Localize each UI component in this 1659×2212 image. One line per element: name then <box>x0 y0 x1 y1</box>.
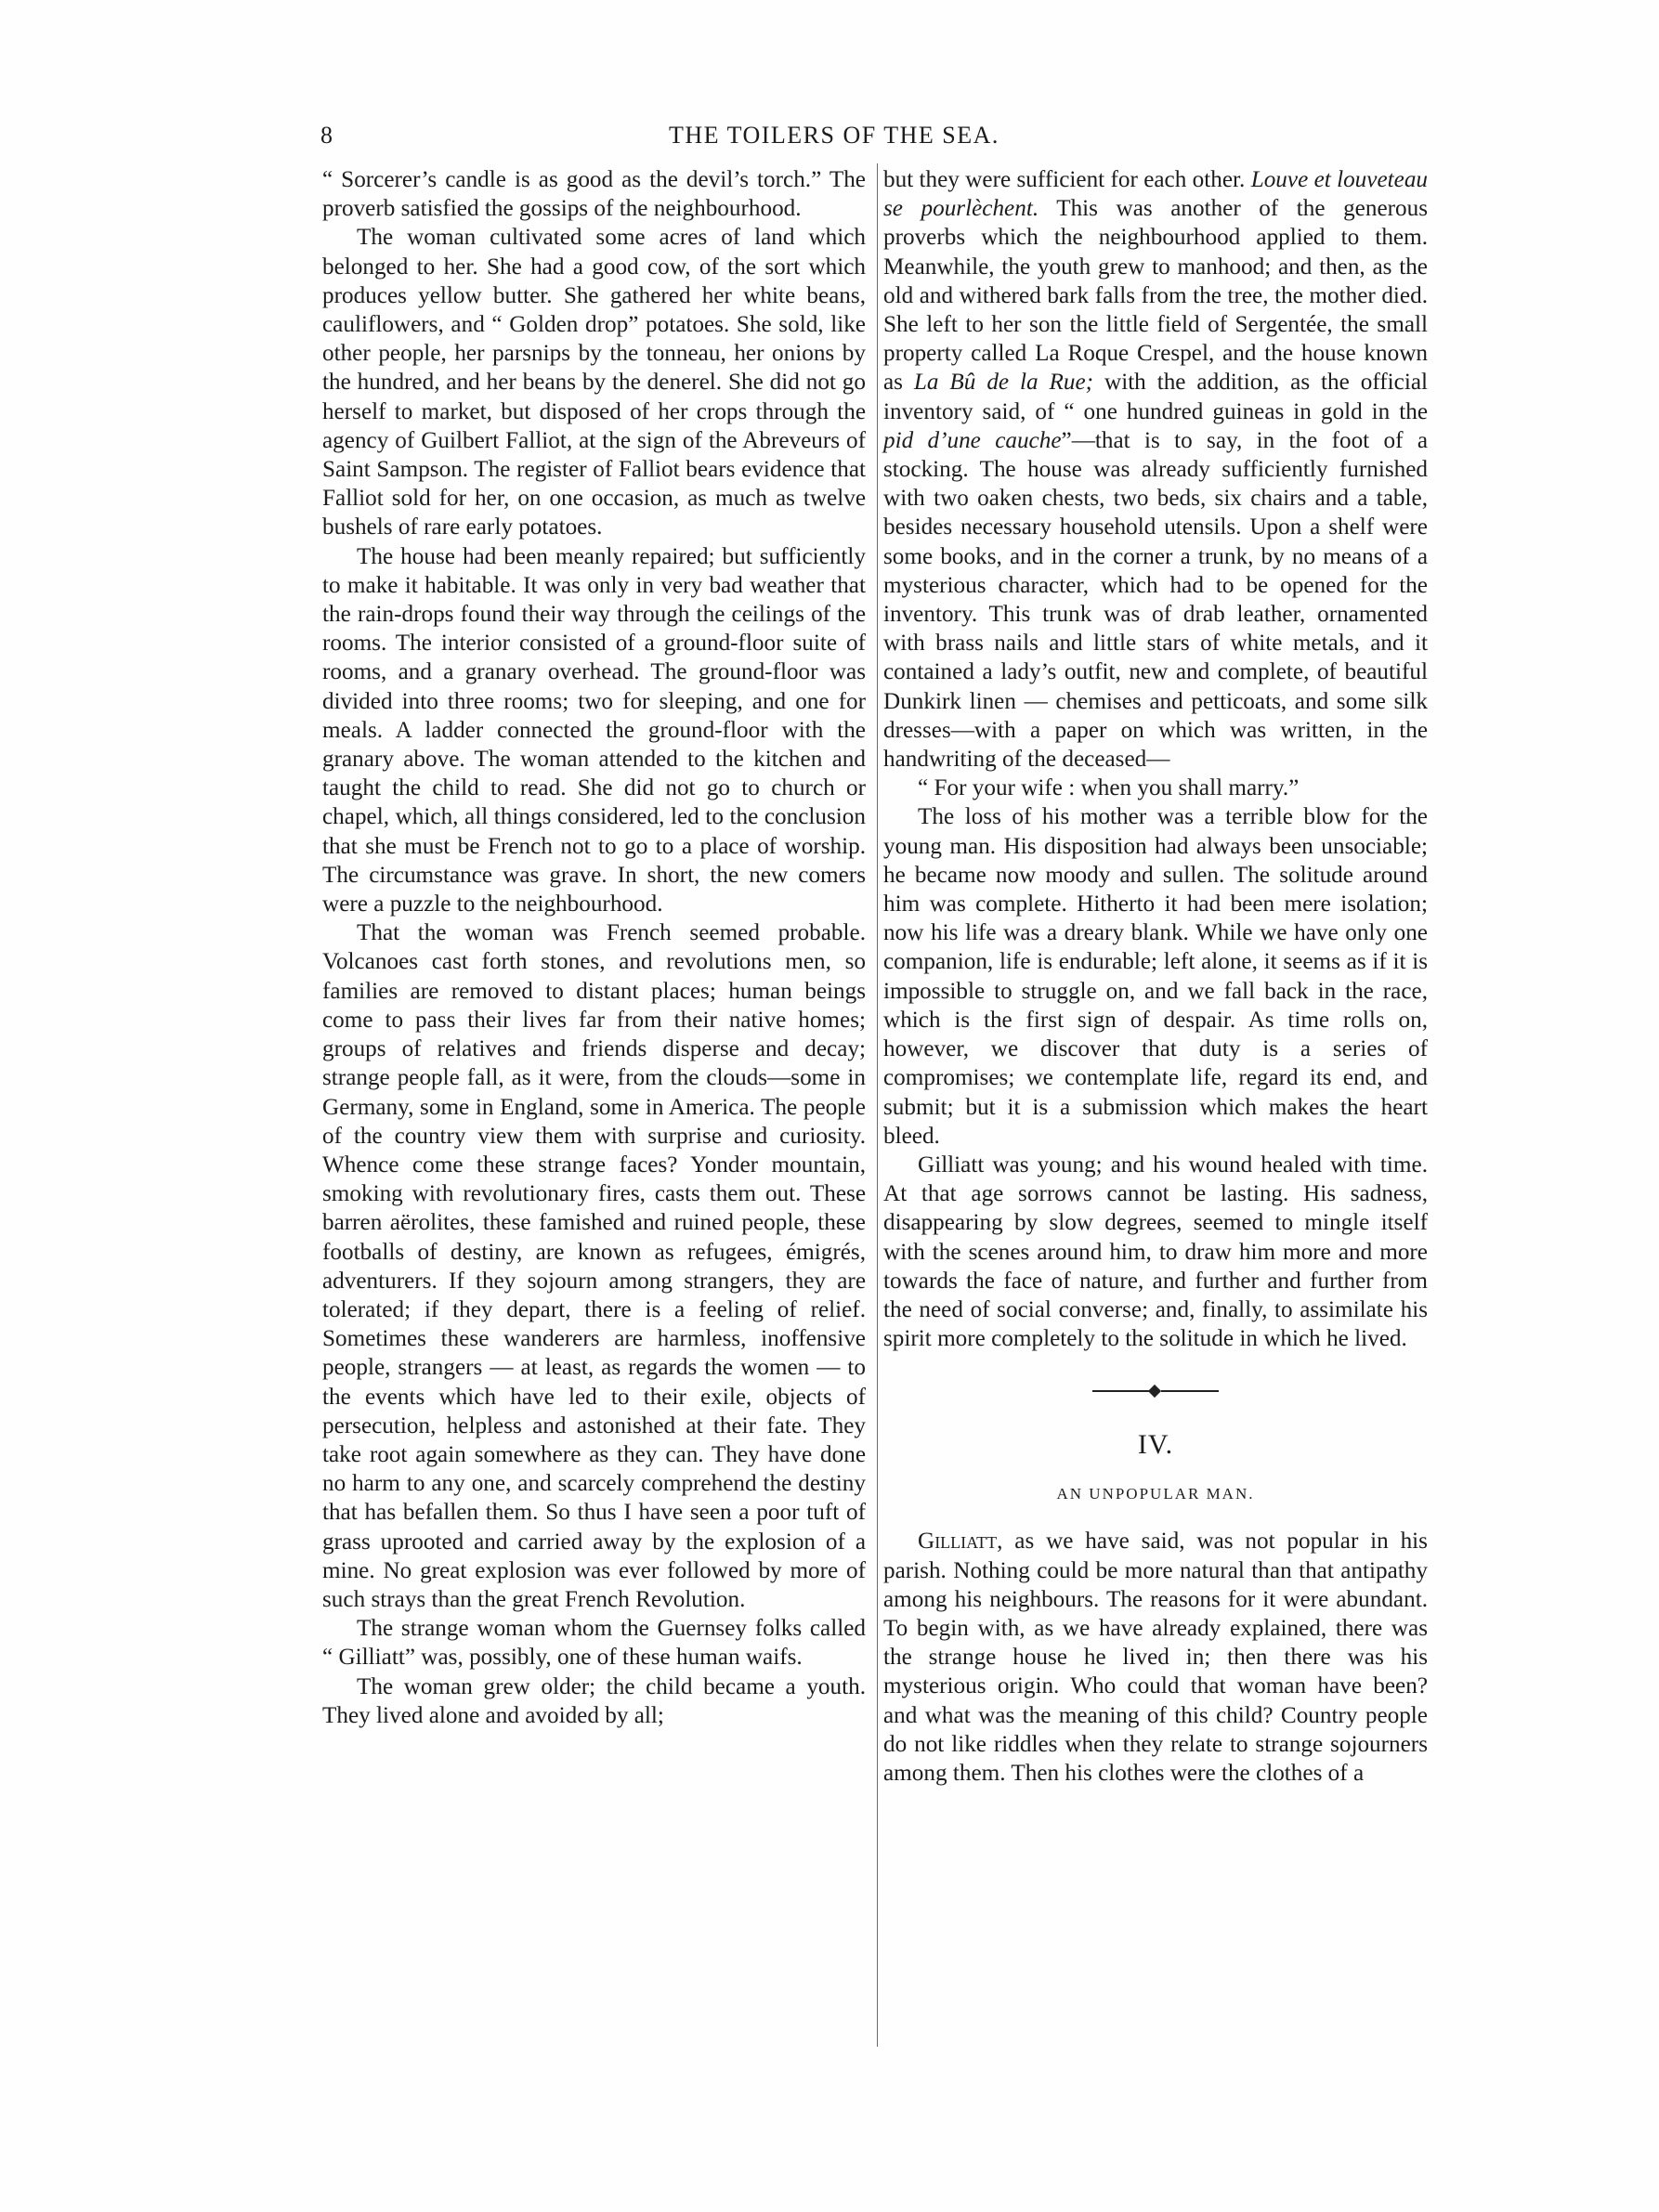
paragraph: The strange woman whom the Guernsey folks called “ Gilliatt” was, possibly, one of these human waifs. <box>322 1616 866 1671</box>
paragraph: The woman cultivated some acres of land which belonged to her. She had a good cow, of the sort which produces yellow butter. She gathered her white beans, cauliflowers, and “ Golden drop” potatoes. She sold, like other people, her parsnips by the tonneau, her onions by the hundred, and her beans by the denerel. She did not go herself to market, but disposed of her crops through the agency of Guilbert Falliot, at the sign of the Abreveurs of Saint Sampson. The register of Falliot bears evidence that Falliot sold for her, on one occasion, as much as twelve bushels of rare early potatoes. <box>322 225 866 540</box>
chapter-number: IV. <box>1137 1429 1174 1461</box>
paragraph: The house had been meanly repaired; but sufficiently to make it habitable. It was only in very bad weather that the rain-drops found their way through the ceilings of the rooms. The interior consisted of a ground-floor suite of rooms, and a granary overhead. The ground-floor was divided into three rooms; two for sleeping, and one for meals. A ladder connected the ground-floor with the granary above. The woman attended to the kitchen and taught the child to read. She did not go to church or chapel, which, all things considered, led to the conclusion that she must be French not to go to a place of worship. The circumstance was grave. In short, the new comers were a puzzle to the neighbourhood. <box>322 543 866 917</box>
paragraph <box>883 165 1428 774</box>
paragraph: The woman grew older; the child became a youth. They lived alone and avoided by all; <box>322 1673 866 1728</box>
text-span: , as we have said, was not popular in his parish. Nothing could be more natural than that antipathy among his neighbours. The reasons for it were abundant. To begin with, as we have already explained, there was the strange house he lived in; then there was his mysterious origin. Who could that woman have been? and what was the meaning of this child? Country people do not like riddles when they relate to strange sojourners among them. Then his clothes were the clothes of a <box>883 1529 1428 1786</box>
section-ornament <box>1092 1386 1219 1397</box>
running-title: THE TOILERS OF THE SEA. <box>669 122 999 149</box>
lead-word: Gilliatt <box>918 1529 998 1555</box>
italic-proverb: Louve et louveteau se pourlèchent. <box>883 167 1429 222</box>
ornament-rule-left <box>1092 1390 1150 1392</box>
text-span: with the addition, as the official inventory said, of “ one hundred guineas in gold in the <box>883 370 1429 424</box>
text-span: but they were sufficient for each other. <box>883 167 1246 192</box>
paragraph: “ Sorcerer’s candle is as good as the devil’s torch.” The proverb satisfied the gossips of the neighbourhood. <box>322 167 866 222</box>
italic-phrase: pid d’une cauche <box>883 427 1062 453</box>
page-number: 8 <box>320 122 333 149</box>
right-column <box>883 165 1428 1788</box>
ornament-diamond <box>1148 1385 1161 1398</box>
left-column <box>322 165 866 1730</box>
italic-house-name: La Bû de la Rue; <box>913 370 1094 396</box>
paragraph: “ For your wife : when you shall marry.” <box>918 775 1300 801</box>
paragraph: That the woman was French seemed probable. Volcanoes cast forth stones, and revolutions men, so families are removed to distant places; human beings come to pass their lives far from their native homes; groups of relatives and friends disperse and decay; strange people fall, as it were, from the clouds—some in Germany, some in England, some in America. The people of the country view them with surprise and curiosity. Whence come these strange faces? Yonder mountain, smoking with revolutionary fires, casts them out. These barren aërolites, these famished and ruined people, these footballs of destiny, are known as refugees, émigrés, adventurers. If they sojourn among strangers, they are tolerated; if they depart, there is a feeling of relief. Sometimes these wanderers are harmless, inoffensive people, strangers — at least, as regards the women — to the events which have led to their exile, objects of persecution, helpless and astonished at their fate. They take root again somewhere as they can. They have done no harm to any one, and scarcely comprehend the destiny that has befallen them. So thus I have seen a poor tuft of grass uprooted and carried away by the explosion of a mine. No great explosion was ever followed by more of such strays than the great French Revolution. <box>322 920 866 1612</box>
ornament-rule-right <box>1161 1390 1219 1392</box>
paragraph: The loss of his mother was a terrible blow for the young man. His disposition had always been unsociable; he became now moody and sullen. The solitude around him was complete. Hitherto it had been mere isolation; now his life was a dreary blank. While we have only one companion, life is endurable; left alone, it seems as if it is impossible to struggle on, and we fall back in the race, which is the first sign of despair. As time rolls on, however, we discover that duty is a series of compromises; we contemplate life, regard its end, and submit; but it is a submission which makes the heart bleed. <box>883 804 1428 1149</box>
column-divider <box>877 163 878 2047</box>
text-span: This was another of the generous proverbs which the neighbourhood applied to them. Meanwhile, the youth grew to manhood; and then, as the old and withered bark falls from the tree, the mother died. She left to her son the little field of Sergentée, the small property called La Roque Crespel, and the house known as <box>883 196 1428 396</box>
paragraph <box>883 1527 1428 1788</box>
text-span: ”—that is to say, in the foot of a stocking. The house was already sufficiently furnished with two oaken chests, two beds, six chairs and a table, besides necessary household utensils. Upon a shelf were some books, and in the corner a trunk, by no means of a mysterious character, which had to be opened for the inventory. This trunk was of drab leather, ornamented with brass nails and little stars of white metals, and it contained a lady’s outfit, new and complete, of beautiful Dunkirk linen — chemises and petticoats, and some silk dresses—with a paper on which was written, in the handwriting of the deceased— <box>883 427 1428 773</box>
chapter-title: AN UNPOPULAR MAN. <box>1056 1485 1255 1503</box>
paragraph: Gilliatt was young; and his wound healed with time. At that age sorrows cannot be lasting. His sadness, disappearing by slow degrees, seemed to mingle itself with the scenes around him, to draw him more and more towards the face of nature, and further and further from the need of social converse; and, finally, to assimilate his spirit more completely to the solitude in which he lived. <box>883 1152 1428 1352</box>
